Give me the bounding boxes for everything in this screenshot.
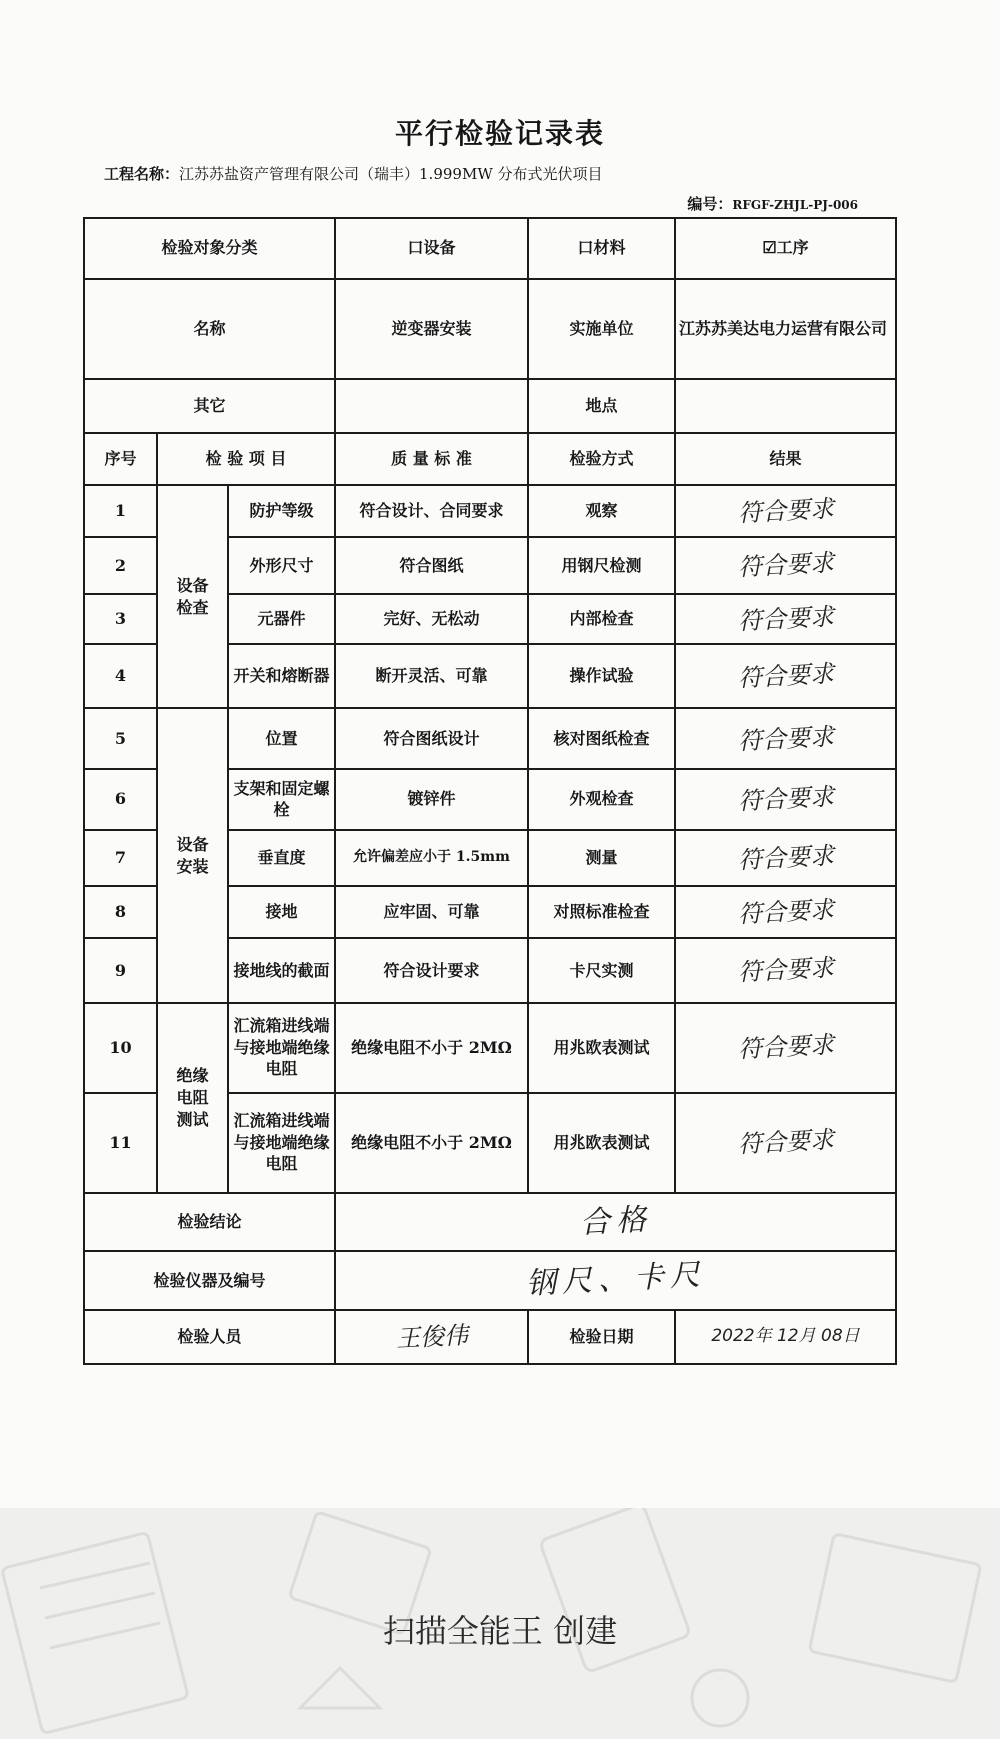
unit-value: 江苏苏美达电力运营有限公司 [675, 279, 896, 379]
unit-label: 实施单位 [528, 279, 675, 379]
name-row [84, 279, 896, 379]
inspection-method: 外观检查 [528, 769, 675, 830]
inspection-method: 用钢尺检测 [528, 537, 675, 593]
handwritten-result: 符合要求 [736, 953, 835, 987]
doc-no-value: RFGF-ZHJL-PJ-006 [732, 198, 858, 212]
handwritten-result: 符合要求 [736, 494, 835, 528]
handwritten-result: 符合要求 [736, 782, 835, 816]
inspector-value: 王俊伟 [394, 1320, 469, 1353]
inspection-method: 核对图纸检查 [528, 708, 675, 769]
result-cell [675, 485, 896, 537]
quality-standard: 符合设计、合同要求 [335, 485, 528, 537]
conclusion-value: 合格 [578, 1201, 653, 1241]
quality-standard: 完好、无松动 [335, 594, 528, 644]
result-cell [675, 830, 896, 886]
item-name: 开关和熔断器 [228, 644, 335, 709]
category-option-equipment: 口设备 [335, 218, 528, 279]
result-cell [675, 594, 896, 644]
handwritten-result: 符合要求 [736, 1030, 835, 1064]
project-label: 工程名称： [104, 165, 180, 183]
date-value: 2022年 12月 08日 [711, 1326, 860, 1347]
other-value [335, 379, 528, 433]
quality-standard: 符合图纸设计 [335, 708, 528, 769]
name-value: 逆变器安装 [335, 279, 528, 379]
col-seq-header: 序号 [84, 433, 157, 485]
inspection-method: 用兆欧表测试 [528, 1003, 675, 1093]
inspection-method: 操作试验 [528, 644, 675, 709]
row-number: 2 [84, 537, 157, 593]
category-option-material: 口材料 [528, 218, 675, 279]
item-name: 防护等级 [228, 485, 335, 537]
inspection-table [83, 217, 897, 1365]
result-cell [675, 644, 896, 709]
inspector-row [84, 1310, 896, 1364]
handwritten-result: 符合要求 [736, 841, 835, 875]
result-cell [675, 1003, 896, 1093]
other-label: 其它 [84, 379, 335, 433]
handwritten-result: 符合要求 [736, 895, 835, 929]
row-number: 4 [84, 644, 157, 709]
result-cell [675, 938, 896, 1003]
checkbox-icon: 口 [577, 238, 594, 258]
handwritten-result: 符合要求 [736, 659, 835, 693]
result-cell [675, 537, 896, 593]
category-row [84, 218, 896, 279]
inspection-row [84, 1003, 896, 1093]
inspection-row [84, 485, 896, 537]
row-number: 11 [84, 1093, 157, 1193]
inspection-method: 测量 [528, 830, 675, 886]
quality-standard: 断开灵活、可靠 [335, 644, 528, 709]
quality-standard: 镀锌件 [335, 769, 528, 830]
instrument-row [84, 1251, 896, 1309]
result-cell [675, 769, 896, 830]
date-value-cell [675, 1310, 896, 1364]
row-number: 6 [84, 769, 157, 830]
col-result-header: 结果 [675, 433, 896, 485]
checked-box-icon: ☑ [762, 238, 777, 258]
row-number: 10 [84, 1003, 157, 1093]
item-name: 元器件 [228, 594, 335, 644]
item-name: 垂直度 [228, 830, 335, 886]
quality-standard: 绝缘电阻不小于 2MΩ [335, 1003, 528, 1093]
project-value: 江苏苏盐资产管理有限公司（瑞丰）1.999MW 分布式光伏项目 [179, 165, 603, 183]
instrument-value-cell [335, 1251, 896, 1309]
row-number: 1 [84, 485, 157, 537]
group-label: 设备 安装 [157, 708, 228, 1002]
col-standard-header: 质 量 标 准 [335, 433, 528, 485]
result-cell [675, 708, 896, 769]
item-name: 外形尺寸 [228, 537, 335, 593]
form-title: 平行检验记录表 [394, 117, 605, 150]
location-value [675, 379, 896, 433]
handwritten-result: 符合要求 [736, 548, 835, 582]
group-label: 设备 检查 [157, 485, 228, 708]
conclusion-value-cell [335, 1193, 896, 1251]
quality-standard: 符合设计要求 [335, 938, 528, 1003]
scanner-footer [0, 1508, 1000, 1739]
item-name: 汇流箱进线端与接地端绝缘电阻 [228, 1093, 335, 1193]
inspection-method: 卡尺实测 [528, 938, 675, 1003]
inspector-value-cell [335, 1310, 528, 1364]
conclusion-row [84, 1193, 896, 1251]
row-number: 9 [84, 938, 157, 1003]
result-cell [675, 1093, 896, 1193]
doc-no-label: 编号： [687, 195, 733, 213]
inspection-method: 观察 [528, 485, 675, 537]
handwritten-result: 符合要求 [736, 1125, 835, 1159]
date-label: 检验日期 [528, 1310, 675, 1364]
group-label: 绝缘 电阻 测试 [157, 1003, 228, 1193]
row-number: 5 [84, 708, 157, 769]
checkbox-icon: 口 [407, 238, 424, 258]
quality-standard: 绝缘电阻不小于 2MΩ [335, 1093, 528, 1193]
quality-standard: 允许偏差应小于 1.5mm [335, 830, 528, 886]
row-number: 7 [84, 830, 157, 886]
result-cell [675, 886, 896, 938]
quality-standard: 应牢固、可靠 [335, 886, 528, 938]
col-method-header: 检验方式 [528, 433, 675, 485]
inspection-method: 用兆欧表测试 [528, 1093, 675, 1193]
row-number: 3 [84, 594, 157, 644]
location-label: 地点 [528, 379, 675, 433]
other-row [84, 379, 896, 433]
item-name: 接地 [228, 886, 335, 938]
handwritten-result: 符合要求 [736, 722, 835, 756]
document-number [687, 193, 858, 214]
inspection-method: 对照标准检查 [528, 886, 675, 938]
col-item-header: 检 验 项 目 [157, 433, 335, 485]
conclusion-label: 检验结论 [84, 1193, 335, 1251]
item-name: 支架和固定螺栓 [228, 769, 335, 830]
category-label: 检验对象分类 [84, 218, 335, 279]
row-number: 8 [84, 886, 157, 938]
scanner-watermark-text: 扫描全能王 创建 [382, 1612, 618, 1650]
project-line [104, 163, 603, 184]
handwritten-result: 符合要求 [736, 602, 835, 636]
item-name: 接地线的截面 [228, 938, 335, 1003]
inspection-row [84, 708, 896, 769]
column-header-row [84, 433, 896, 485]
quality-standard: 符合图纸 [335, 537, 528, 593]
inspector-label: 检验人员 [84, 1310, 335, 1364]
inspection-method: 内部检查 [528, 594, 675, 644]
instrument-value: 钢尺、卡尺 [524, 1257, 707, 1302]
name-label: 名称 [84, 279, 335, 379]
item-name: 汇流箱进线端与接地端绝缘电阻 [228, 1003, 335, 1093]
item-name: 位置 [228, 708, 335, 769]
category-option-process: ☑工序 [675, 218, 896, 279]
instrument-label: 检验仪器及编号 [84, 1251, 335, 1309]
